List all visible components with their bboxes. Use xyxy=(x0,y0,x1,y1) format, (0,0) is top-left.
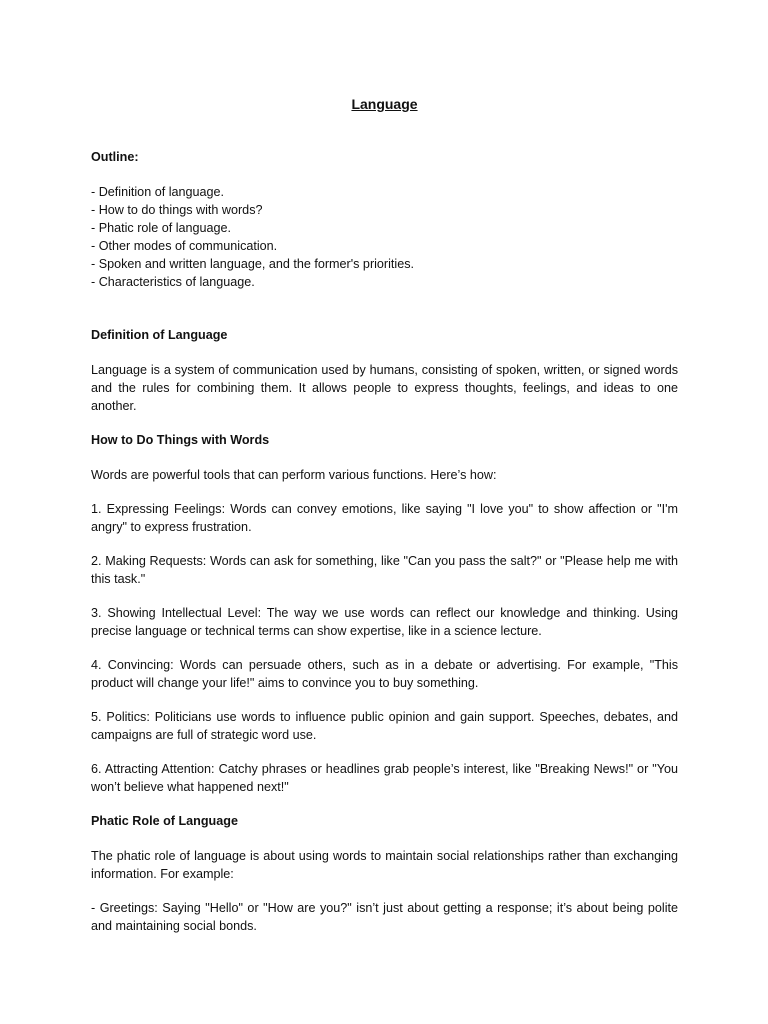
section-words xyxy=(91,431,678,796)
outline-item: - Spoken and written language, and the former's priorities. xyxy=(91,257,415,271)
section-heading: Phatic Role of Language xyxy=(91,814,238,828)
outline-list xyxy=(91,183,678,291)
paragraph: 5. Politics: Politicians use words to influence public opinion and gain support. Speeches, debates, and campaigns are full of strategic word use. xyxy=(91,710,678,742)
document-page xyxy=(91,94,678,951)
paragraph: 4. Convincing: Words can persuade others, such as in a debate or advertising. For example, "This product will change your life!" aims to convince you to buy something. xyxy=(91,658,678,690)
outline-item: - Definition of language. xyxy=(91,185,225,199)
section-definition xyxy=(91,326,678,415)
paragraph: 1. Expressing Feelings: Words can convey emotions, like saying "I love you" to show affection or "I'm angry" to express frustration. xyxy=(91,502,678,534)
paragraph: 3. Showing Intellectual Level: The way we use words can reflect our knowledge and thinking. Using precise language or technical terms can show expertise, like in a science lecture. xyxy=(91,606,678,638)
outline-heading: Outline: xyxy=(91,150,139,164)
outline-item: - Other modes of communication. xyxy=(91,239,278,253)
paragraph: 6. Attracting Attention: Catchy phrases or headlines grab people’s interest, like "Breaking News!" or "You won’t believe what happened next!" xyxy=(91,762,678,794)
outline-item: - How to do things with words? xyxy=(91,203,263,217)
document-title: Language xyxy=(351,96,418,112)
paragraph: Language is a system of communication used by humans, consisting of spoken, written, or signed words and the rules for combining them. It allows people to express thoughts, feelings, and ideas to one another. xyxy=(91,363,678,413)
outline-item: - Phatic role of language. xyxy=(91,221,232,235)
section-phatic xyxy=(91,812,678,935)
paragraph: - Greetings: Saying "Hello" or "How are you?" isn’t just about getting a response; it’s about being polite and maintaining social bonds. xyxy=(91,901,678,933)
paragraph: 2. Making Requests: Words can ask for something, like "Can you pass the salt?" or "Please help me with this task." xyxy=(91,554,678,586)
section-heading: Definition of Language xyxy=(91,328,228,342)
paragraph: The phatic role of language is about using words to maintain social relationships rather than exchanging information. For example: xyxy=(91,849,678,881)
paragraph: Words are powerful tools that can perform various functions. Here’s how: xyxy=(91,468,497,482)
outline-item: - Characteristics of language. xyxy=(91,275,255,289)
section-heading: How to Do Things with Words xyxy=(91,433,270,447)
